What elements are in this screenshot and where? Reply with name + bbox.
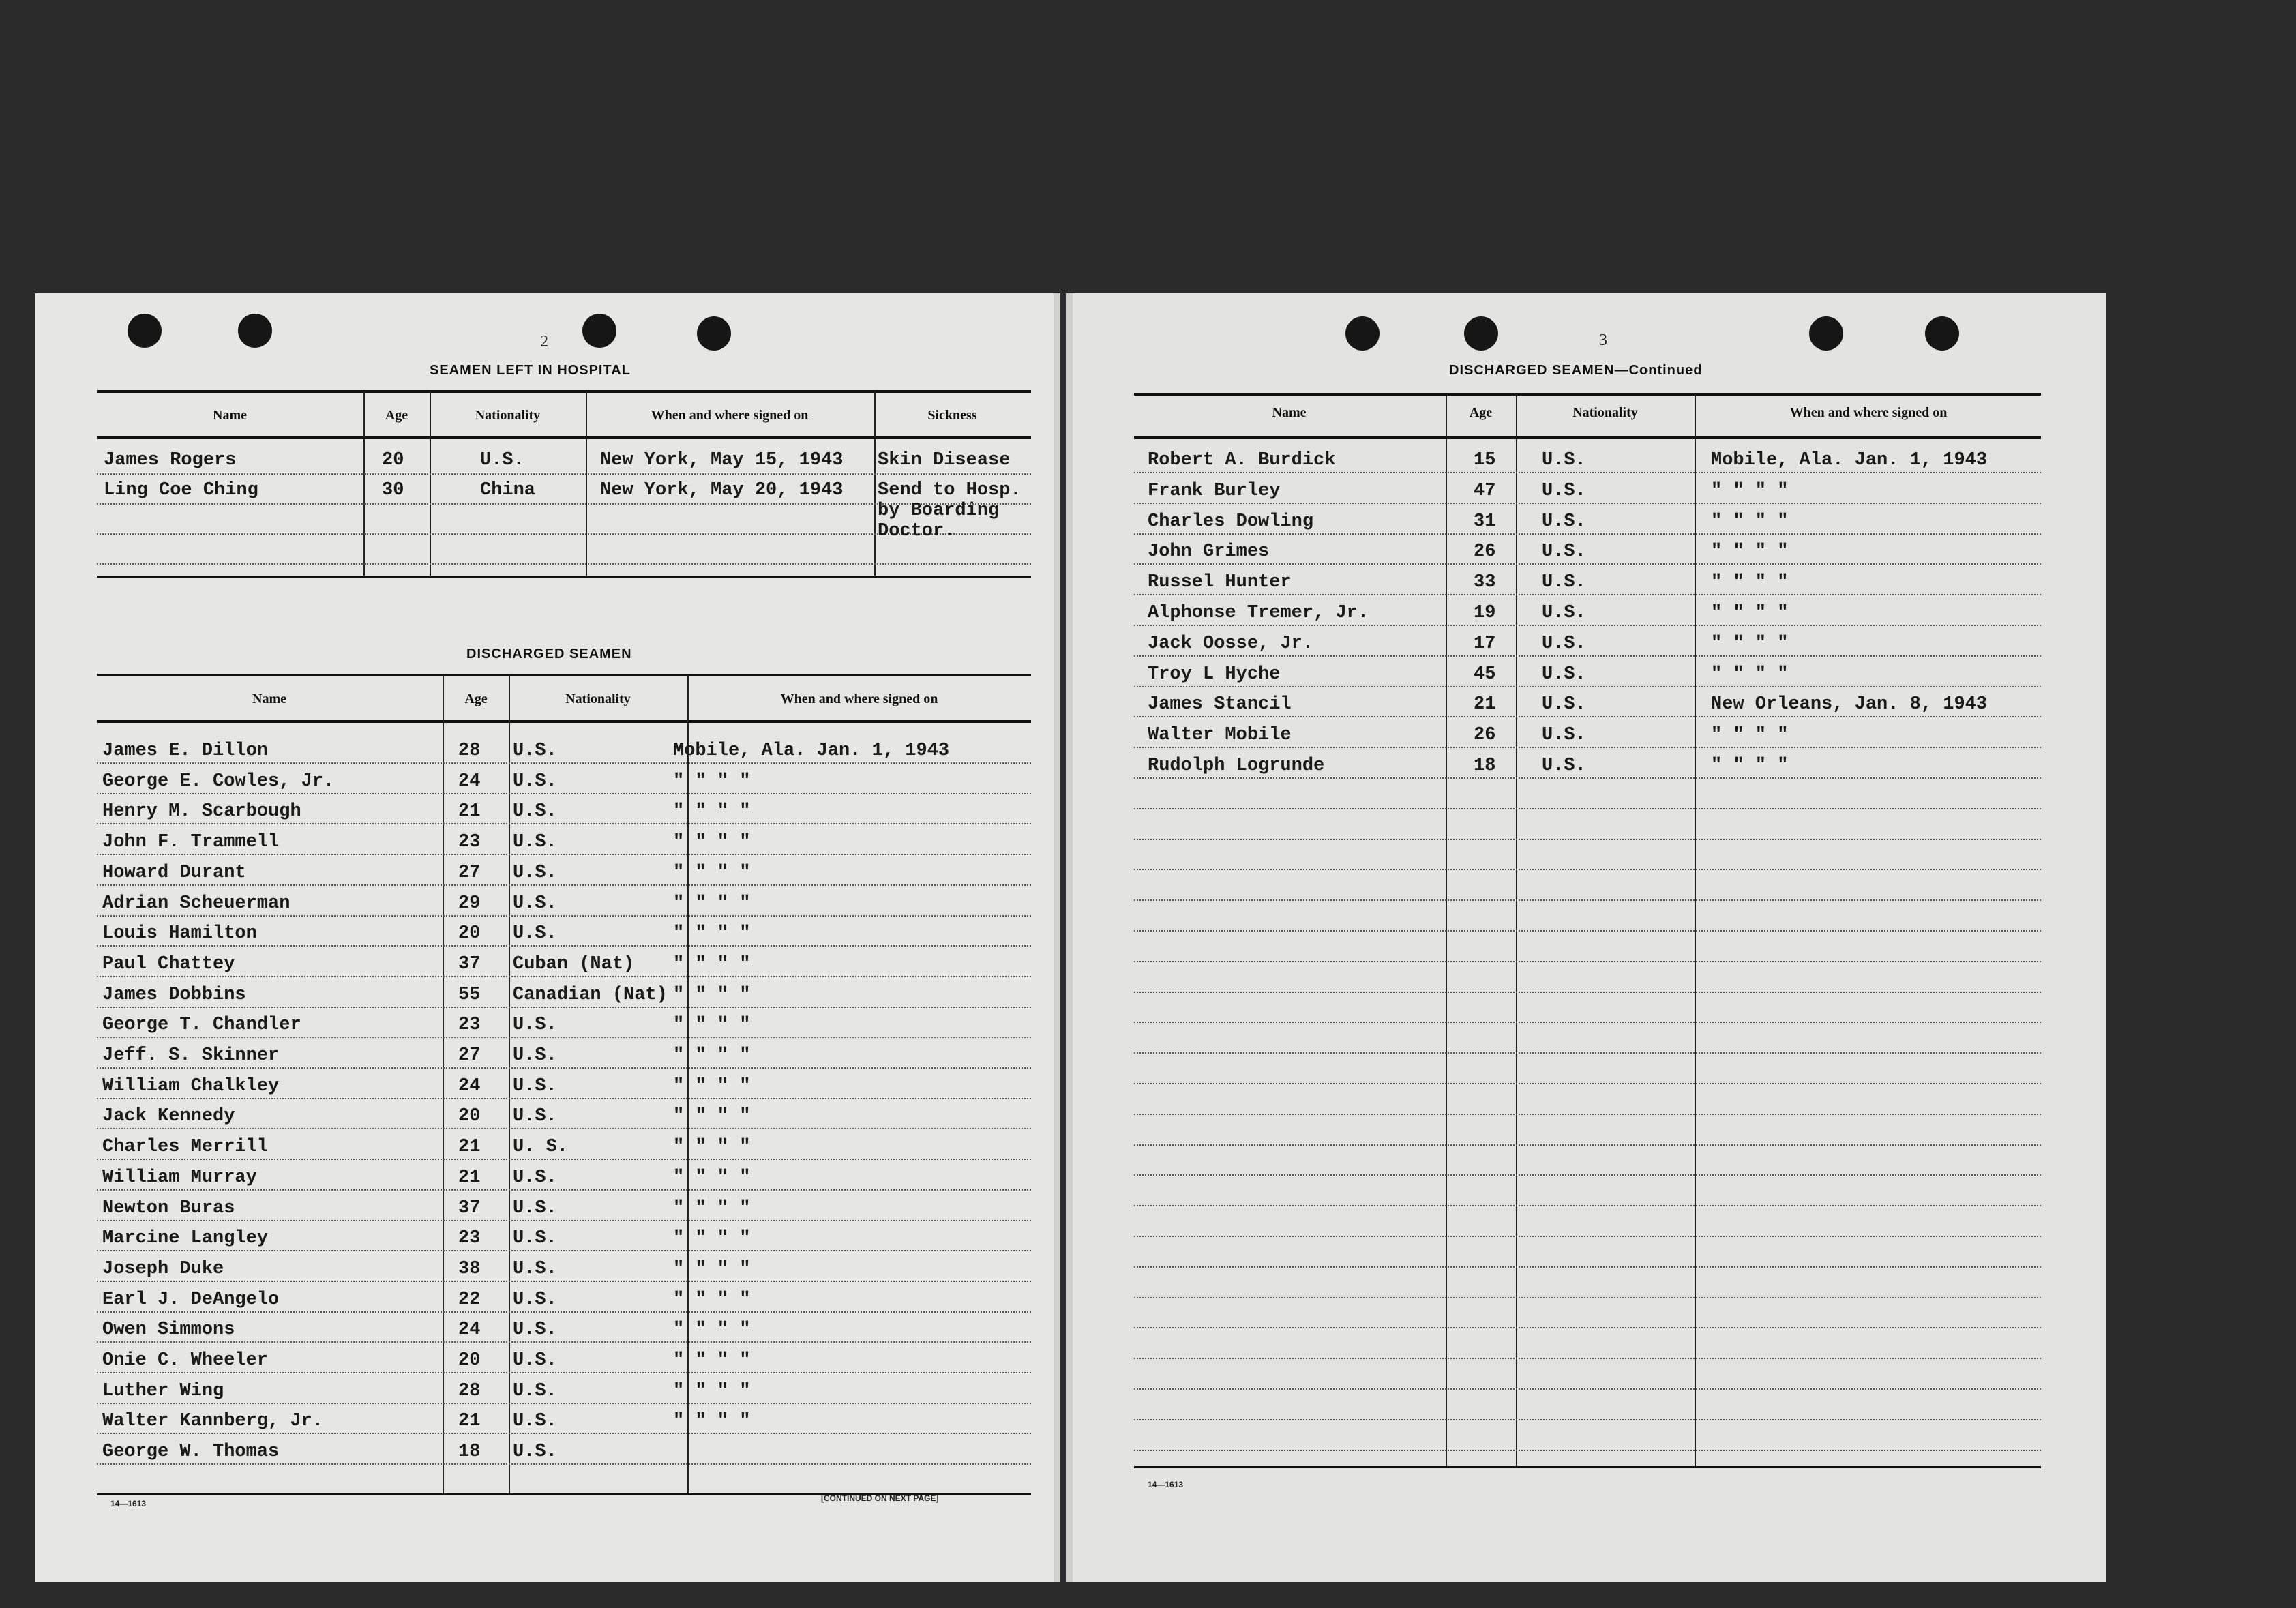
col-header-age: Age	[464, 691, 488, 706]
signed-on: " " " "	[673, 1167, 751, 1188]
column-divider	[874, 391, 876, 576]
seaman-name: John Grimes	[1148, 541, 1270, 563]
seaman-nationality: Canadian (Nat)	[513, 984, 668, 1005]
seaman-name: Ling Coe Ching	[104, 480, 258, 501]
seaman-age: 21	[1474, 694, 1496, 715]
seaman-name: Louis Hamilton	[102, 923, 257, 944]
row-rule	[97, 1128, 1031, 1129]
row-rule	[97, 945, 1031, 947]
signed-on: " " " "	[673, 1137, 751, 1158]
row-rule	[1134, 686, 2041, 687]
discharged-continued-title: DISCHARGED SEAMEN—Continued	[1449, 363, 1703, 378]
seaman-nationality: U.S.	[513, 923, 557, 944]
row-rule	[97, 915, 1031, 917]
seaman-name: Rudolph Logrunde	[1148, 756, 1325, 776]
header-rule	[1134, 436, 2041, 439]
row-rule	[1134, 1327, 2041, 1328]
seaman-age: 55	[458, 984, 481, 1005]
row-rule	[97, 473, 1031, 475]
seaman-nationality: U.S.	[1542, 511, 1586, 532]
seaman-name: William Murray	[102, 1167, 257, 1188]
row-rule	[1134, 1266, 2041, 1268]
seaman-nationality: U.S.	[513, 1380, 557, 1401]
seaman-name: James E. Dillon	[102, 741, 269, 761]
seaman-nationality: U.S.	[513, 1442, 557, 1463]
col-header-age: Age	[1469, 405, 1493, 420]
seaman-name: Marcine Langley	[102, 1228, 269, 1249]
signed-on: " " " "	[673, 1197, 751, 1219]
seaman-name: Paul Chattey	[102, 953, 235, 974]
seaman-nationality: U.S.	[513, 1167, 557, 1188]
seaman-age: 30	[382, 480, 404, 501]
row-rule	[97, 1463, 1031, 1465]
seaman-nationality: U.S.	[1542, 664, 1586, 685]
row-rule	[97, 1220, 1031, 1221]
discharged-section-title: DISCHARGED SEAMEN	[466, 646, 632, 661]
seaman-name: Troy L Hyche	[1148, 664, 1281, 685]
row-rule	[1134, 839, 2041, 840]
seaman-nationality: U.S.	[1542, 541, 1586, 563]
seaman-nationality: U.S.	[513, 1075, 557, 1097]
signed-on: " " " "	[673, 801, 751, 822]
row-rule	[1134, 1450, 2041, 1451]
seaman-name: George E. Cowles, Jr.	[102, 771, 335, 792]
seaman-nationality: U.S.	[480, 450, 524, 471]
col-header-name: Name	[1272, 405, 1307, 420]
row-rule	[1134, 1114, 2041, 1115]
column-divider	[430, 391, 431, 576]
signed-on: " " " "	[673, 1258, 751, 1279]
row-rule	[97, 793, 1031, 794]
row-rule	[1134, 1205, 2041, 1206]
signed-on: " " " "	[673, 1320, 751, 1341]
col-header-sickness: Sickness	[927, 408, 977, 423]
seaman-name: Adrian Scheuerman	[102, 893, 290, 914]
seaman-name: Jack Kennedy	[102, 1106, 235, 1127]
signed-on: " " " "	[673, 832, 751, 853]
seaman-name: Onie C. Wheeler	[102, 1350, 269, 1371]
row-rule	[1134, 961, 2041, 962]
seaman-age: 17	[1474, 633, 1496, 654]
signed-on: " " " "	[1711, 511, 1789, 532]
table-top-rule	[97, 390, 1031, 393]
seaman-nationality: U.S.	[513, 1106, 557, 1127]
row-rule	[1134, 777, 2041, 779]
seaman-name: George W. Thomas	[102, 1442, 280, 1463]
seaman-nationality: U.S.	[1542, 633, 1586, 654]
seaman-nationality: U.S.	[1542, 480, 1586, 501]
signed-on: " " " "	[673, 1350, 751, 1371]
signed-on: " " " "	[673, 1045, 751, 1066]
row-rule	[1134, 747, 2041, 748]
seaman-age: 45	[1474, 664, 1496, 685]
row-rule	[1134, 992, 2041, 993]
continued-note: [CONTINUED ON NEXT PAGE]	[821, 1493, 939, 1503]
seaman-age: 19	[1474, 603, 1496, 623]
seaman-nationality: U.S.	[513, 1258, 557, 1279]
row-rule	[1134, 1052, 2041, 1054]
seaman-nationality: U.S.	[513, 801, 557, 822]
row-rule	[1134, 930, 2041, 932]
seaman-nationality: U.S.	[513, 1045, 557, 1066]
seaman-age: 22	[458, 1289, 481, 1310]
page-number: 2	[540, 333, 548, 351]
row-rule	[1134, 1174, 2041, 1176]
seaman-age: 24	[458, 1075, 481, 1097]
row-rule	[1134, 1236, 2041, 1237]
binding-shadow	[1054, 293, 1060, 1582]
seaman-nationality: U.S.	[513, 771, 557, 792]
signed-on: New Orleans, Jan. 8, 1943	[1711, 694, 1988, 715]
seaman-age: 18	[1474, 756, 1496, 776]
row-rule	[97, 1311, 1031, 1313]
signed-on: " " " "	[1711, 480, 1789, 501]
seaman-age: 21	[458, 1167, 481, 1188]
table-top-rule	[97, 674, 1031, 676]
row-rule	[1134, 1144, 2041, 1146]
seaman-nationality: U.S.	[1542, 450, 1586, 471]
row-rule	[1134, 1297, 2041, 1298]
seaman-age: 27	[458, 1045, 481, 1066]
row-rule	[1134, 472, 2041, 473]
signed-on: " " " "	[1711, 603, 1789, 623]
signed-on: New York, May 20, 1943	[600, 480, 844, 501]
punch-hole	[582, 314, 616, 348]
punch-hole	[1925, 316, 1959, 351]
seaman-name: Joseph Duke	[102, 1258, 224, 1279]
punch-hole	[1809, 316, 1843, 351]
row-rule	[97, 1372, 1031, 1373]
seaman-age: 26	[1474, 725, 1496, 746]
seaman-age: 18	[458, 1442, 481, 1463]
header-rule	[97, 720, 1031, 723]
seaman-name: Charles Dowling	[1148, 511, 1314, 532]
seaman-nationality: U.S.	[513, 1320, 557, 1341]
signed-on: New York, May 15, 1943	[600, 450, 844, 471]
signed-on: Mobile, Ala. Jan. 1, 1943	[673, 741, 950, 761]
row-rule	[1134, 655, 2041, 657]
seaman-nationality: U.S.	[513, 832, 557, 853]
signed-on: " " " "	[673, 1380, 751, 1401]
row-rule	[97, 1098, 1031, 1099]
table-bottom-rule	[1134, 1466, 2041, 1468]
seaman-nationality: U.S.	[513, 893, 557, 914]
table-bottom-rule	[97, 576, 1031, 578]
row-rule	[97, 884, 1031, 886]
seaman-name: Walter Mobile	[1148, 725, 1292, 746]
row-rule	[97, 1281, 1031, 1282]
col-header-nationality: Nationality	[565, 691, 631, 706]
seaman-age: 24	[458, 1320, 481, 1341]
row-rule	[97, 1341, 1031, 1343]
row-rule	[1134, 869, 2041, 870]
seaman-nationality: U.S.	[513, 1197, 557, 1219]
row-rule	[97, 1159, 1031, 1160]
row-rule	[1134, 1358, 2041, 1359]
seaman-name: James Dobbins	[102, 984, 246, 1005]
seaman-nationality: U.S.	[513, 862, 557, 883]
row-rule	[97, 1007, 1031, 1008]
seaman-name: William Chalkley	[102, 1075, 280, 1097]
left-page	[35, 293, 1060, 1582]
signed-on: " " " "	[1711, 725, 1789, 746]
row-rule	[97, 823, 1031, 824]
seaman-nationality: U.S.	[1542, 694, 1586, 715]
signed-on: " " " "	[1711, 756, 1789, 776]
row-rule	[1134, 533, 2041, 535]
row-rule	[97, 1037, 1031, 1038]
seaman-name: Frank Burley	[1148, 480, 1281, 501]
seaman-nationality: U.S.	[1542, 572, 1586, 593]
row-rule	[1134, 594, 2041, 595]
row-rule	[1134, 1083, 2041, 1084]
seaman-name: Russel Hunter	[1148, 572, 1292, 593]
col-header-name: Name	[213, 408, 247, 423]
column-divider	[586, 391, 587, 576]
signed-on: " " " "	[673, 1411, 751, 1432]
signed-on: " " " "	[673, 1289, 751, 1310]
row-rule	[1134, 808, 2041, 809]
sickness: Send to Hosp. by Boarding Doctor.	[878, 480, 1022, 541]
col-header-signed-on: When and where signed on	[651, 408, 809, 423]
col-header-signed-on: When and where signed on	[1789, 405, 1948, 420]
seaman-age: 33	[1474, 572, 1496, 593]
signed-on: " " " "	[673, 923, 751, 944]
seaman-name: Alphonse Tremer, Jr.	[1148, 603, 1369, 623]
seaman-age: 38	[458, 1258, 481, 1279]
seaman-age: 21	[458, 1411, 481, 1432]
seaman-name: Newton Buras	[102, 1197, 235, 1219]
row-rule	[97, 1403, 1031, 1404]
right-page	[1066, 293, 2106, 1582]
seaman-nationality: U.S.	[1542, 756, 1586, 776]
seaman-nationality: U.S.	[513, 1411, 557, 1432]
seaman-age: 20	[458, 1350, 481, 1371]
col-header-signed-on: When and where signed on	[780, 691, 938, 706]
row-rule	[97, 1067, 1031, 1069]
seaman-age: 23	[458, 832, 481, 853]
seaman-nationality: U.S.	[1542, 603, 1586, 623]
signed-on: " " " "	[673, 862, 751, 883]
seaman-name: Owen Simmons	[102, 1320, 235, 1341]
seaman-nationality: U.S.	[513, 1228, 557, 1249]
binding-shadow	[1066, 293, 1073, 1582]
row-rule	[97, 1433, 1031, 1434]
row-rule	[1134, 1022, 2041, 1023]
signed-on: " " " "	[1711, 633, 1789, 654]
seaman-age: 26	[1474, 541, 1496, 563]
col-header-nationality: Nationality	[475, 408, 541, 423]
seaman-age: 28	[458, 1380, 481, 1401]
seaman-name: John F. Trammell	[102, 832, 280, 853]
row-rule	[1134, 563, 2041, 565]
seaman-age: 20	[458, 1106, 481, 1127]
signed-on: " " " "	[673, 1075, 751, 1097]
sickness: Skin Disease	[878, 450, 1011, 471]
header-rule	[97, 436, 1031, 439]
seaman-name: James Stancil	[1148, 694, 1292, 715]
signed-on: " " " "	[1711, 572, 1789, 593]
signed-on: " " " "	[673, 953, 751, 974]
punch-hole	[1464, 316, 1498, 351]
seaman-name: Henry M. Scarbough	[102, 801, 301, 822]
signed-on: " " " "	[673, 1106, 751, 1127]
seaman-age: 47	[1474, 480, 1496, 501]
seaman-age: 23	[458, 1015, 481, 1036]
row-rule	[97, 976, 1031, 977]
seaman-nationality: U. S.	[513, 1137, 569, 1158]
seaman-nationality: U.S.	[513, 1350, 557, 1371]
seaman-nationality: U.S.	[513, 1015, 557, 1036]
column-divider	[443, 675, 444, 1493]
seaman-name: James Rogers	[104, 450, 237, 471]
col-header-age: Age	[385, 408, 408, 423]
table-top-rule	[1134, 393, 2041, 396]
seaman-age: 24	[458, 771, 481, 792]
seaman-name: Howard Durant	[102, 862, 246, 883]
row-rule	[1134, 716, 2041, 717]
row-rule	[97, 762, 1031, 764]
row-rule	[1134, 899, 2041, 901]
seaman-nationality: U.S.	[1542, 725, 1586, 746]
seaman-age: 37	[458, 1197, 481, 1219]
seaman-nationality: U.S.	[513, 1289, 557, 1310]
punch-hole	[697, 316, 731, 351]
form-number: 14—1613	[1148, 1480, 1184, 1489]
row-rule	[1134, 1388, 2041, 1390]
seaman-nationality: China	[480, 480, 536, 501]
signed-on: " " " "	[673, 1015, 751, 1036]
seaman-name: Luther Wing	[102, 1380, 224, 1401]
col-header-nationality: Nationality	[1572, 405, 1638, 420]
row-rule	[97, 563, 1031, 565]
signed-on: " " " "	[673, 771, 751, 792]
row-rule	[1134, 625, 2041, 626]
seaman-name: George T. Chandler	[102, 1015, 301, 1036]
signed-on: Mobile, Ala. Jan. 1, 1943	[1711, 450, 1988, 471]
seaman-age: 37	[458, 953, 481, 974]
signed-on: " " " "	[1711, 664, 1789, 685]
seaman-age: 23	[458, 1228, 481, 1249]
seaman-name: Jack Oosse, Jr.	[1148, 633, 1314, 654]
row-rule	[97, 1250, 1031, 1251]
col-header-name: Name	[252, 691, 286, 706]
punch-hole	[1345, 316, 1380, 351]
signed-on: " " " "	[673, 1228, 751, 1249]
seaman-age: 31	[1474, 511, 1496, 532]
seaman-age: 20	[382, 450, 404, 471]
seaman-nationality: Cuban (Nat)	[513, 953, 635, 974]
seaman-name: Robert A. Burdick	[1148, 450, 1336, 471]
seaman-age: 21	[458, 801, 481, 822]
seaman-nationality: U.S.	[513, 741, 557, 761]
seaman-age: 29	[458, 893, 481, 914]
signed-on: " " " "	[673, 984, 751, 1005]
column-divider	[363, 391, 365, 576]
signed-on: " " " "	[1711, 541, 1789, 563]
column-divider	[509, 675, 510, 1493]
seaman-age: 20	[458, 923, 481, 944]
row-rule	[97, 854, 1031, 855]
seaman-name: Jeff. S. Skinner	[102, 1045, 280, 1066]
seaman-name: Walter Kannberg, Jr.	[102, 1411, 324, 1432]
row-rule	[1134, 503, 2041, 504]
row-rule	[1134, 1419, 2041, 1420]
signed-on: " " " "	[673, 893, 751, 914]
seaman-age: 27	[458, 862, 481, 883]
page-number: 3	[1599, 331, 1607, 349]
punch-hole	[238, 314, 272, 348]
form-number: 14—1613	[110, 1499, 147, 1508]
hospital-section-title: SEAMEN LEFT IN HOSPITAL	[430, 363, 631, 378]
seaman-name: Earl J. DeAngelo	[102, 1289, 280, 1310]
seaman-age: 21	[458, 1137, 481, 1158]
seaman-age: 28	[458, 741, 481, 761]
seaman-age: 15	[1474, 450, 1496, 471]
seaman-name: Charles Merrill	[102, 1137, 269, 1158]
punch-hole	[128, 314, 162, 348]
row-rule	[97, 1189, 1031, 1191]
